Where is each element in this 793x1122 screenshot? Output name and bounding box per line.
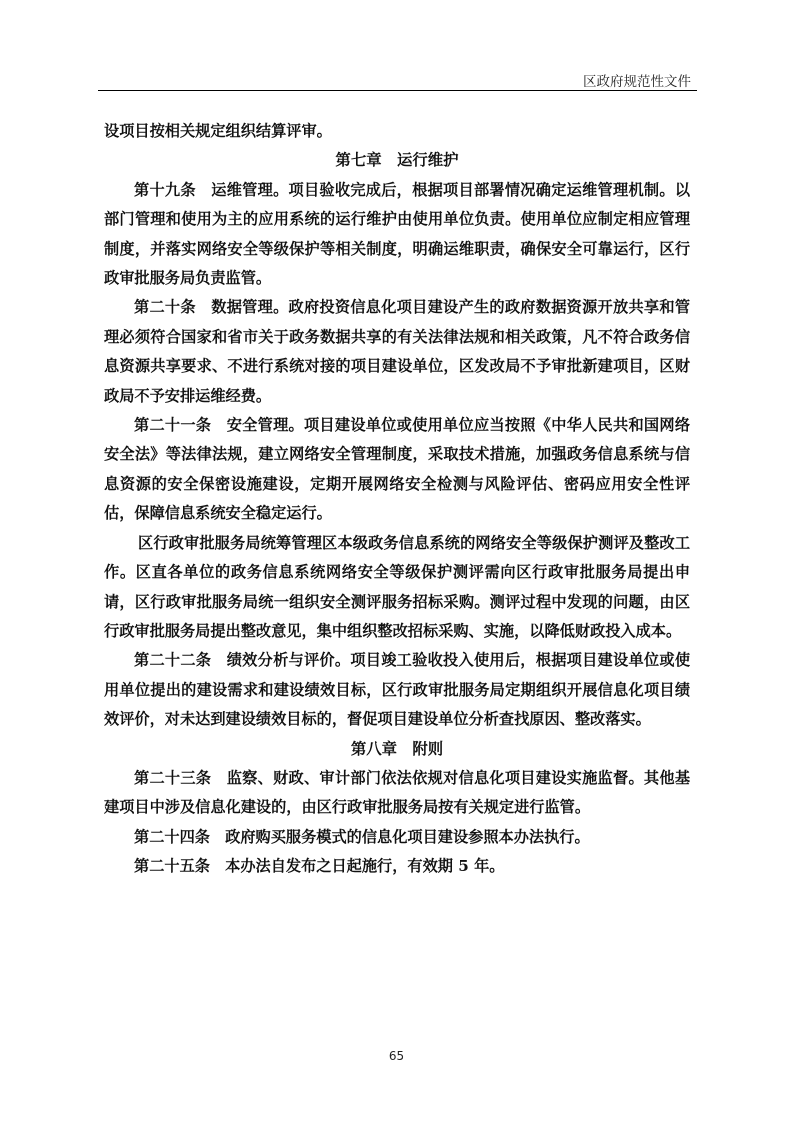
article-22: 第二十二条 绩效分析与评价。项目竣工验收投入使用后，根据项目建设单位或使用单位提出的建设需求和建设绩效目标，区行政审批服务局定期组织开展信息化项目绩效评价，对未达到建设绩效目标的，督促项目建设单位分析查找原因、整改落实。 — [104, 651, 690, 729]
chapter-7-heading: 第七章 运行维护 — [335, 151, 459, 170]
continuation-paragraph: 设项目按相关规定组织结算评审。 — [104, 122, 332, 140]
document-body — [104, 117, 690, 882]
article-21: 第二十一条 安全管理。项目建设单位或使用单位应当按照《中华人民共和国网络安全法》等法律法规，建立网络安全管理制度，采取技术措施，加强政务信息系统与信息资源的安全保密设施建设，定期开展网络安全检测与风险评估、密码应用安全性评估，保障信息系统安全稳定运行。 — [104, 416, 690, 523]
article-20: 第二十条 数据管理。政府投资信息化项目建设产生的政府数据资源开放共享和管理必须符合国家和省市关于政务数据共享的有关法律法规和相关政策，凡不符合政务信息资源共享要求、不进行系统对接的项目建设单位，区发改局不予审批新建项目，区财政局不予安排运维经费。 — [104, 298, 690, 405]
article-25: 第二十五条 本办法自发布之日起施行，有效期 5 年。 — [134, 857, 505, 876]
header-divider — [98, 90, 697, 91]
document-header-title: 区政府规范性文件 — [583, 74, 691, 90]
article-19: 第十九条 运维管理。项目验收完成后，根据项目部署情况确定运维管理机制。以部门管理和使用为主的应用系统的运行维护由使用单位负责。使用单位应制定相应管理制度，并落实网络安全等级保护等相关制度，明确运维职责，确保安全可靠运行，区行政审批服务局负责监管。 — [104, 180, 690, 288]
article-21-paragraph-2: 区行政审批服务局统筹管理区本级政务信息系统的网络安全等级保护测评及整改工作。区直各单位的政务信息系统网络安全等级保护测评需向区行政审批服务局提出申请，区行政审批服务局统一组织安全测评服务招标采购。测评过程中发现的问题，由区行政审批服务局提出整改意见，集中组织整改招标采购、实施，以降低财政投入成本。 — [104, 533, 690, 640]
page-number: 65 — [388, 1049, 405, 1063]
article-24: 第二十四条 政府购买服务模式的信息化项目建设参照本办法执行。 — [134, 827, 590, 846]
article-23: 第二十三条 监察、财政、审计部门依法依规对信息化项目建设实施监督。其他基建项目中涉及信息化建设的，由区行政审批服务局按有关规定进行监管。 — [104, 768, 690, 817]
chapter-8-heading: 第八章 附则 — [350, 739, 444, 758]
